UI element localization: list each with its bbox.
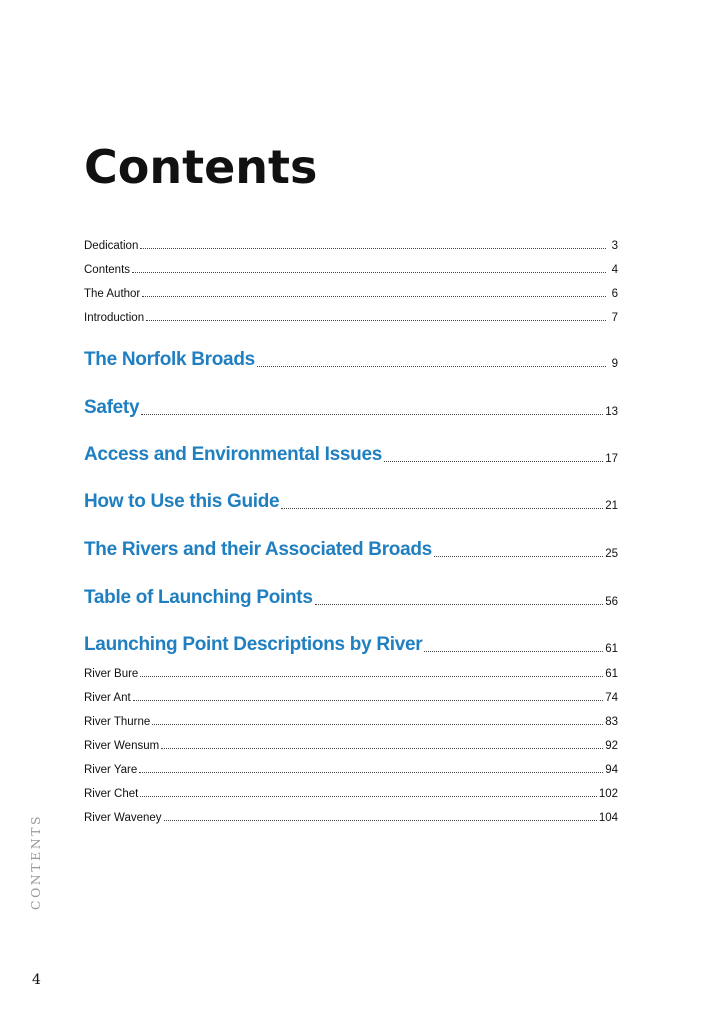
toc-entry-river-thurne[interactable] xyxy=(84,714,618,728)
page-number: 4 xyxy=(32,972,41,988)
toc-entry-page: 74 xyxy=(605,692,618,704)
leader-dots xyxy=(146,312,606,321)
toc-section-label: Table of Launching Points xyxy=(84,587,313,608)
toc-entry-label: River Waveney xyxy=(84,812,162,824)
page-title: Contents xyxy=(84,140,318,194)
toc-section-page: 13 xyxy=(605,406,618,418)
toc-entry-page: 4 xyxy=(611,264,618,276)
toc-section-launching-points-table[interactable] xyxy=(84,587,618,609)
leader-dots xyxy=(140,240,606,249)
toc-entry-label: River Chet xyxy=(84,788,139,800)
toc-section-page: 17 xyxy=(605,453,618,465)
toc-section-label: Access and Environmental Issues xyxy=(84,444,382,465)
toc-entry-contents[interactable] xyxy=(84,262,618,276)
toc-entry-page: 83 xyxy=(605,716,618,728)
toc-section-how-to-use[interactable] xyxy=(84,491,618,513)
leader-dots xyxy=(164,812,597,821)
toc-section-norfolk-broads[interactable] xyxy=(84,349,618,371)
toc-entry-introduction[interactable] xyxy=(84,310,618,324)
toc-section-label: The Rivers and their Associated Broads xyxy=(84,539,432,560)
toc-entry-page: 3 xyxy=(611,240,618,252)
toc-entry-river-yare[interactable] xyxy=(84,762,618,776)
leader-dots xyxy=(139,764,603,773)
toc-entry-river-ant[interactable] xyxy=(84,690,618,704)
toc-section-page: 61 xyxy=(605,643,618,655)
toc-section-rivers-broads[interactable] xyxy=(84,539,618,561)
leader-dots xyxy=(141,406,603,415)
leader-dots xyxy=(315,596,604,605)
side-running-header: CONTENTS xyxy=(28,813,43,910)
toc-entry-label: Contents xyxy=(84,264,131,276)
leader-dots xyxy=(132,264,606,273)
toc-entry-river-chet[interactable] xyxy=(84,786,618,800)
toc-section-label: Launching Point Descriptions by River xyxy=(84,634,423,655)
toc-entry-page: 61 xyxy=(605,668,618,680)
toc-entry-label: Dedication xyxy=(84,240,139,252)
leader-dots xyxy=(384,453,603,462)
leader-dots xyxy=(434,548,603,557)
leader-dots xyxy=(161,740,603,749)
leader-dots xyxy=(424,643,603,652)
toc-entry-page: 92 xyxy=(605,740,618,752)
toc-entry-label: River Thurne xyxy=(84,716,151,728)
leader-dots xyxy=(133,692,604,701)
leader-dots xyxy=(140,788,596,797)
toc-entry-river-bure[interactable] xyxy=(84,666,618,680)
toc-section-access-environmental[interactable] xyxy=(84,444,618,466)
toc-section-page: 56 xyxy=(605,596,618,608)
toc-entry-river-waveney[interactable] xyxy=(84,810,618,824)
toc-entry-page: 7 xyxy=(611,312,618,324)
toc-entry-page: 6 xyxy=(611,288,618,300)
toc-entry-page: 94 xyxy=(605,764,618,776)
toc-entry-label: River Bure xyxy=(84,668,139,680)
toc-entry-label: Introduction xyxy=(84,312,145,324)
toc-section-safety[interactable] xyxy=(84,397,618,419)
toc-section-page: 21 xyxy=(605,500,618,512)
toc-entry-label: River Wensum xyxy=(84,740,160,752)
toc-section-label: How to Use this Guide xyxy=(84,491,280,512)
toc-entry-label: River Yare xyxy=(84,764,138,776)
toc-section-launching-descriptions[interactable] xyxy=(84,634,618,656)
toc-section-label: Safety xyxy=(84,397,140,418)
toc-section-page: 25 xyxy=(605,548,618,560)
leader-dots xyxy=(281,500,603,509)
leader-dots xyxy=(257,358,606,367)
leader-dots xyxy=(152,716,603,725)
toc-entry-label: River Ant xyxy=(84,692,131,704)
leader-dots xyxy=(140,668,603,677)
toc-section-page: 9 xyxy=(611,358,618,370)
toc-entry-dedication[interactable] xyxy=(84,238,618,252)
toc-entry-page: 104 xyxy=(598,812,618,824)
toc-entry-the-author[interactable] xyxy=(84,286,618,300)
toc-entry-page: 102 xyxy=(598,788,618,800)
toc-entry-river-wensum[interactable] xyxy=(84,738,618,752)
toc-entry-label: The Author xyxy=(84,288,141,300)
leader-dots xyxy=(142,288,606,297)
toc-section-label: The Norfolk Broads xyxy=(84,349,255,370)
